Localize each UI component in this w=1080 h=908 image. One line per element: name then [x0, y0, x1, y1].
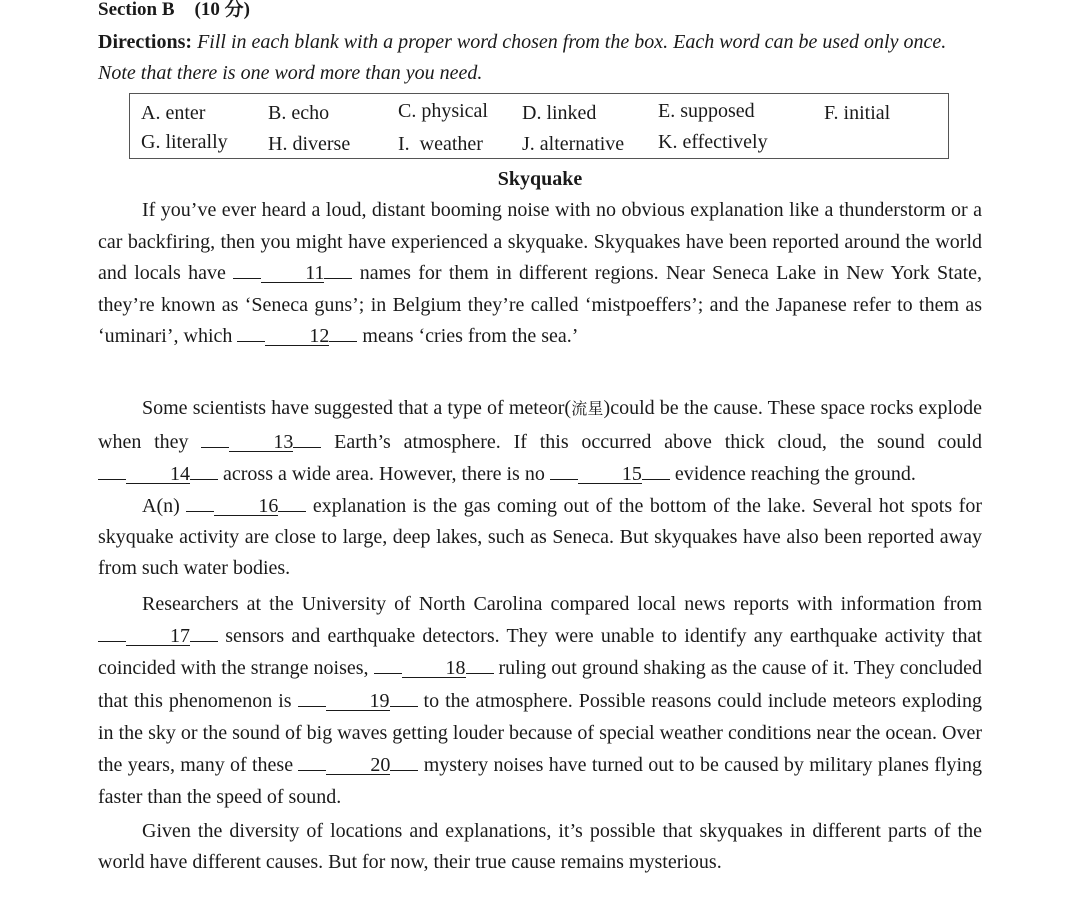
word-option-f: F. initial	[824, 102, 891, 124]
word-option-i: I. weather	[398, 133, 483, 155]
blank-17[interactable]: 17	[98, 625, 218, 647]
directions-label: Directions:	[98, 31, 193, 53]
paragraph-5: Given the diversity of locations and explanations, it’s possible that skyquakes in different parts of the world have different causes. But for now, their true cause remains mysterious.	[98, 820, 982, 873]
paragraph-1: If you’ve ever heard a loud, distant booming noise with no obvious explanation like a thunderstorm or a car backfiring, then you might have experienced a skyquake. Skyquakes have been reported around the world and locals have 11 names for them in different regions. Near Seneca Lake in New York State, they’re known as ‘Seneca guns’; in Belgium they’re called ‘mistpoeffers’; and the Japanese refer to them as ‘uminari’, which 12 means ‘cries from the sea.’	[98, 199, 982, 347]
paragraph-4: Researchers at the University of North Carolina compared local news reports with information from 17 sensors and earthquake detectors. They were unable to identify any earthquake activity that coincided with the strange noises, 18 ruling out ground shaking as the cause of it. They concluded that this phenomenon is 19 to the atmosphere. Possible reasons could include meteors exploding in the sky or the sound of big waves getting louder because of special weather conditions near the ocean. Over the years, many of these 20 mystery noises have turned out to be caused by military planes flying faster than the speed of sound.	[98, 593, 983, 809]
blank-14[interactable]: 14	[98, 463, 218, 485]
word-option-e: E. supposed	[658, 100, 755, 122]
word-option-a: A. enter	[141, 102, 206, 124]
word-option-j: J. alternative	[522, 133, 625, 155]
directions	[98, 27, 982, 89]
passage-title: Skyquake	[497, 168, 583, 190]
blank-15[interactable]: 15	[550, 463, 670, 485]
cjk-note: 流星	[571, 399, 604, 418]
blank-12[interactable]: 12	[237, 325, 357, 347]
section-title: Section B	[98, 0, 175, 20]
section-score: (10 分)	[194, 0, 250, 20]
word-option-h: H. diverse	[268, 133, 351, 155]
blank-18[interactable]: 18	[374, 657, 494, 679]
blank-19[interactable]: 19	[298, 690, 418, 712]
paragraph-2: Some scientists have suggested that a type of meteor(流星)could be the cause. These space rocks explode when they 13 Earth’s atmosphere. If this occurred above thick cloud, the sound could 14 across a wide area. However, there is no 15 evidence reaching the ground.	[98, 397, 982, 485]
section-heading	[98, 0, 250, 22]
blank-13[interactable]: 13	[201, 431, 321, 453]
word-option-b: B. echo	[268, 102, 330, 124]
blank-11[interactable]: 11	[233, 262, 352, 284]
word-option-k: K. effectively	[658, 131, 768, 153]
blank-16[interactable]: 16	[186, 495, 306, 517]
word-box	[129, 93, 949, 159]
word-option-c: C. physical	[398, 100, 488, 122]
paragraph-3: A(n) 16 explanation is the gas coming out of the bottom of the lake. Several hot spots for skyquake activity are close to large, deep lakes, such as Seneca. But skyquakes have also been reported away from such water bodies.	[98, 495, 982, 579]
word-option-d: D. linked	[522, 102, 597, 124]
blank-20[interactable]: 20	[298, 754, 418, 776]
directions-text: Fill in each blank with a proper word chosen from the box. Each word can be used only once. Note that there is one word more than you need.	[98, 31, 947, 84]
word-option-g: G. literally	[141, 131, 228, 153]
